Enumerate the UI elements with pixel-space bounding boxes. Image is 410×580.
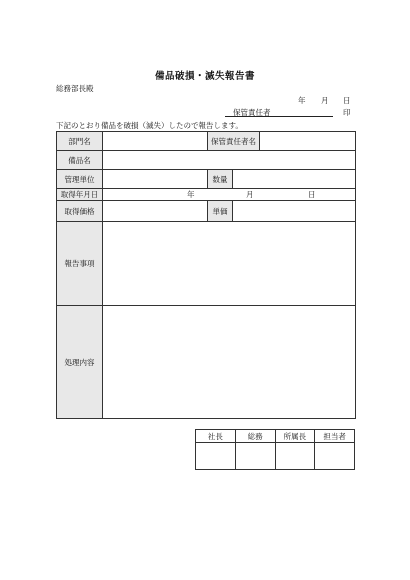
department-field[interactable]	[103, 132, 208, 151]
approval-stamp-table	[195, 429, 355, 470]
item-name-label: 備品名	[57, 151, 103, 170]
disposal-label: 処理内容	[57, 306, 103, 419]
approval-general-affairs-label: 総務	[235, 430, 275, 443]
manager-signature-line	[225, 116, 333, 117]
department-label: 部門名	[57, 132, 103, 151]
quantity-label: 数量	[208, 170, 233, 189]
approval-president-stamp-box[interactable]	[196, 443, 236, 470]
form-row-report	[57, 222, 356, 306]
form-row-department	[57, 132, 356, 151]
form-row-price	[57, 201, 356, 222]
unit-label: 管理単位	[57, 170, 103, 189]
seal-mark: 印	[343, 108, 351, 117]
disposal-field[interactable]	[103, 306, 356, 419]
approval-header-row	[196, 430, 355, 443]
intro-text: 下記のとおり備品を破損（滅失）したので報告します。	[56, 121, 243, 130]
approval-dept-head-stamp-box[interactable]	[275, 443, 315, 470]
date-day-label: 日	[343, 96, 351, 105]
manager-name-field[interactable]	[260, 132, 356, 151]
item-name-field[interactable]	[103, 151, 356, 170]
unit-field[interactable]	[103, 170, 208, 189]
acquired-date-label: 取得年月日	[57, 189, 103, 201]
approval-president-label: 社長	[196, 430, 236, 443]
unit-price-field[interactable]	[233, 201, 356, 222]
unit-price-label: 単価	[208, 201, 233, 222]
form-row-item-name	[57, 151, 356, 170]
date-month-label: 月	[321, 96, 329, 105]
acquired-date-day: 日	[308, 190, 316, 199]
acquired-price-field[interactable]	[103, 201, 208, 222]
report-form-table	[56, 131, 356, 419]
approval-staff-label: 担当者	[315, 430, 355, 443]
form-row-acquired-date	[57, 189, 356, 201]
approval-general-affairs-stamp-box[interactable]	[235, 443, 275, 470]
report-label: 報告事項	[57, 222, 103, 306]
document-title: 備品破損・滅失報告書	[154, 71, 255, 82]
quantity-field[interactable]	[233, 170, 356, 189]
addressee: 総務部長殿	[56, 84, 94, 93]
form-row-unit	[57, 170, 356, 189]
report-field[interactable]	[103, 222, 356, 306]
form-row-disposal	[57, 306, 356, 419]
date-year-label: 年	[298, 96, 306, 105]
acquired-date-field[interactable]	[103, 189, 356, 201]
acquired-date-month: 月	[246, 190, 254, 199]
manager-label: 保管責任者	[233, 108, 271, 117]
approval-stamp-row	[196, 443, 355, 470]
manager-name-label: 保管責任者名	[208, 132, 260, 151]
acquired-price-label: 取得価格	[57, 201, 103, 222]
approval-staff-stamp-box[interactable]	[315, 443, 355, 470]
acquired-date-year: 年	[187, 190, 195, 199]
approval-dept-head-label: 所属長	[275, 430, 315, 443]
